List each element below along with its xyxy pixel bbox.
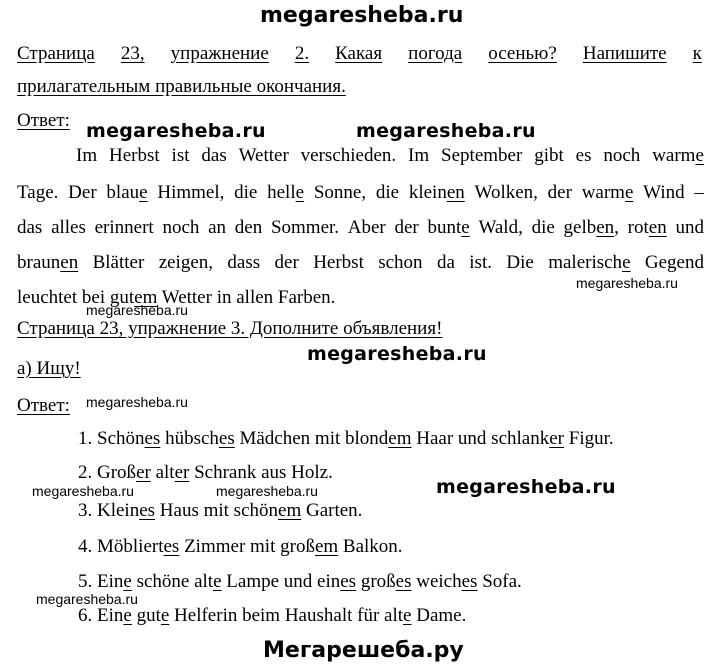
heading-word: 23, (120, 43, 145, 64)
word-group (157, 182, 224, 204)
word: da (436, 252, 455, 273)
word: Aber (347, 217, 386, 238)
word: es (575, 145, 592, 166)
word: Wind (643, 182, 685, 203)
word-group (652, 145, 704, 167)
word-group (548, 182, 572, 204)
word: Wetter (238, 145, 289, 166)
word: die (234, 182, 258, 203)
adjective-ending: em (388, 428, 412, 449)
word-group (109, 145, 160, 167)
paragraph-line-4 (17, 252, 704, 274)
adjective-ending: e (123, 571, 132, 592)
word: Wetter (161, 287, 212, 308)
word-group (428, 217, 470, 239)
word-group (645, 252, 704, 274)
item-text: alt (150, 462, 175, 483)
word-group (628, 217, 667, 239)
word-group (409, 182, 465, 204)
word-group (534, 145, 564, 167)
word: klein (408, 182, 447, 203)
word-group (208, 217, 226, 239)
word: in (216, 287, 232, 308)
heading-word: упражнение (170, 43, 269, 64)
heading-word: к (692, 43, 702, 64)
list-item-4 (78, 536, 403, 558)
word: hell (267, 182, 296, 203)
item-text: Ein (97, 571, 124, 592)
word-group (275, 252, 299, 274)
word-group (437, 252, 455, 274)
word: Himmel, (157, 182, 225, 203)
heading-word: Страница (17, 43, 95, 64)
item-text: Klein (97, 500, 140, 521)
item-text: Zimmer mit groß (179, 536, 315, 557)
word: der (274, 252, 299, 273)
item-text: Haus mit schön (155, 500, 279, 521)
word: braun (17, 252, 61, 273)
word-group (314, 182, 366, 204)
word: Im (76, 145, 98, 166)
item-text: Haar und schlank (411, 428, 550, 449)
word: den (234, 217, 263, 238)
word-group (17, 252, 78, 274)
word-group (95, 217, 154, 239)
item-text: Lampe und ein (221, 571, 341, 592)
adjective-ending: er (549, 428, 564, 449)
item-text: Schrank aus Holz. (189, 462, 333, 483)
word: ist (171, 145, 190, 166)
word-group (301, 145, 396, 167)
watermark-answer-1: megaresheba.ru (86, 120, 266, 142)
item-text: weich (411, 571, 462, 592)
adjective-ending: e (123, 605, 132, 626)
heading-word: осенью? (488, 43, 557, 64)
word: leuchtet (17, 287, 78, 308)
item-number: 5. (78, 571, 97, 592)
heading-word: погода (408, 43, 463, 64)
watermark-after-paragraph: megaresheba.ru (576, 275, 678, 291)
word: Farben. (277, 287, 336, 308)
word-group (235, 217, 262, 239)
word-group (376, 182, 399, 204)
word: gut (109, 287, 135, 308)
heading-word: 2. (294, 43, 310, 64)
word: , (614, 217, 619, 238)
adjective-ending: es (218, 428, 235, 449)
word: ist. (469, 252, 492, 273)
word-group (17, 287, 77, 308)
word-group (227, 252, 260, 274)
adjective-ending: em (314, 536, 339, 557)
list-item-2 (78, 462, 333, 484)
watermark-row6: megaresheba.ru (36, 591, 138, 607)
word: der (394, 217, 419, 238)
item-number: 2. (78, 462, 97, 483)
word-group (313, 252, 364, 274)
word-group (469, 252, 492, 274)
item-number: 6. (78, 605, 97, 626)
adjective-ending: e (622, 252, 631, 273)
word: gelb (563, 217, 597, 238)
word: noch (603, 145, 641, 166)
word-group (441, 145, 522, 167)
word-group (378, 252, 422, 274)
item-text: Sofa. (477, 571, 522, 592)
adjective-ending: em (278, 500, 302, 521)
word-group (162, 217, 199, 239)
adjective-ending: en (446, 182, 465, 203)
item-text: Möbliert (97, 536, 164, 557)
word-group (76, 145, 97, 167)
word: rot (627, 217, 649, 238)
list-item-3 (78, 500, 362, 522)
word: erinnert (94, 217, 154, 238)
item-text: Groß (97, 462, 137, 483)
adjective-ending: es (340, 571, 357, 592)
word-group (159, 252, 213, 274)
word: Blätter (92, 252, 145, 273)
word-group (348, 217, 386, 239)
item-text: schöne alt (131, 571, 214, 592)
adjective-ending: e (624, 182, 634, 203)
word: Wald, (478, 217, 523, 238)
word: Im (408, 145, 430, 166)
word: warm (581, 182, 625, 203)
list-item-5 (78, 571, 522, 593)
adjective-ending: en (60, 252, 79, 273)
adjective-ending: e (695, 145, 704, 166)
word: und (675, 217, 704, 238)
word: – (694, 182, 704, 203)
adjective-ending: en (596, 217, 615, 238)
word-group (582, 182, 634, 204)
word-group (172, 145, 190, 167)
watermark-answer-2: megaresheba.ru (356, 120, 536, 142)
word: blau (106, 182, 140, 203)
adjective-ending: en (648, 217, 667, 238)
item-number: 3. (78, 500, 97, 521)
adjective-ending: es (144, 428, 161, 449)
item-number: 4. (78, 536, 97, 557)
word: bunt (427, 217, 462, 238)
word-group (532, 217, 555, 239)
word: malerisch (548, 252, 623, 273)
word-group (506, 252, 533, 274)
word-group (478, 217, 522, 239)
word-group (106, 182, 147, 204)
word: an (208, 217, 227, 238)
adjective-ending: es (139, 500, 156, 521)
word-group (267, 182, 304, 204)
word-group (201, 145, 226, 167)
list-item-6 (78, 605, 466, 627)
word: Tage. (17, 182, 59, 203)
word-group (93, 252, 145, 274)
word: Sommer. (270, 217, 340, 238)
watermark-row2-b: megaresheba.ru (216, 483, 318, 499)
adjective-ending: e (461, 217, 470, 238)
word: warm (652, 145, 696, 166)
word-group (17, 182, 58, 204)
word: Herbst (313, 252, 364, 273)
exercise-3-subheading: а) Ищу! (17, 358, 81, 379)
word: dass (227, 252, 261, 273)
word-group (234, 182, 257, 204)
word-group (643, 182, 684, 204)
word: das (201, 145, 227, 166)
word-group (217, 287, 232, 308)
exercise-2-heading-line2: прилагательным правильные окончания. (17, 76, 346, 97)
word-group (236, 287, 273, 308)
word: noch (162, 217, 200, 238)
adjective-ending: e (213, 571, 222, 592)
paragraph-line-2 (17, 182, 704, 204)
word-group (564, 217, 619, 239)
adjective-ending: em (134, 287, 158, 308)
word-group (395, 217, 419, 239)
adjective-ending: e (403, 605, 412, 626)
word: Der (68, 182, 97, 203)
word: Die (506, 252, 534, 273)
item-text: Figur. (564, 428, 614, 449)
word-group (17, 217, 42, 239)
adjective-ending: es (163, 536, 180, 557)
adjective-ending: e (139, 182, 148, 203)
item-text: Dame. (411, 605, 467, 626)
word-group (271, 217, 339, 239)
paragraph-line-1 (76, 145, 704, 167)
adjective-ending: e (160, 605, 170, 626)
item-text: groß (356, 571, 396, 592)
exercise-3-heading: Страница 23, упражнение 3. Дополните объявления! (17, 318, 443, 339)
item-text: Mädchen mit blond (234, 428, 389, 449)
word: Sonne, (313, 182, 367, 203)
word-group (408, 145, 429, 167)
word: die (531, 217, 555, 238)
answer-label-ex2: Ответ: (17, 110, 70, 131)
word-group (51, 217, 86, 239)
heading-word: Какая (335, 43, 383, 64)
word-group (68, 182, 96, 204)
word: verschieden. (300, 145, 397, 166)
word-group (278, 287, 336, 308)
item-number: 1. (78, 428, 97, 449)
item-text: hübsch (160, 428, 219, 449)
answer-label-ex3: Ответ: (17, 395, 70, 416)
word: die (375, 182, 400, 203)
word: Wolken, (474, 182, 538, 203)
word: allen (236, 287, 274, 308)
word-group (694, 182, 704, 204)
item-text: gut (131, 605, 161, 626)
watermark-top: megaresheba.ru (260, 3, 464, 28)
word-group (603, 145, 640, 167)
item-text: Ein (97, 605, 124, 626)
word: schon (378, 252, 423, 273)
word: das (17, 217, 43, 238)
paragraph-line-3 (17, 217, 704, 239)
watermark-answer-ex3: megaresheba.ru (86, 394, 188, 410)
exercise-2-heading-line1 (17, 43, 702, 65)
word: der (547, 182, 572, 203)
adjective-ending: e (295, 182, 305, 203)
adjective-ending: er (174, 462, 190, 483)
list-item-1 (78, 428, 614, 450)
watermark-bottom: Мегарешеба.ру (263, 638, 464, 663)
watermark-row2-c: megaresheba.ru (436, 476, 616, 498)
word-group (475, 182, 538, 204)
adjective-ending: es (461, 571, 478, 592)
word-group (548, 252, 630, 274)
word: September (441, 145, 523, 166)
word: Herbst (109, 145, 160, 166)
word: alles (51, 217, 86, 238)
word-group (239, 145, 289, 167)
word: zeigen, (158, 252, 214, 273)
adjective-ending: er (136, 462, 151, 483)
watermark-row2-a: megaresheba.ru (32, 483, 134, 499)
word-group (576, 145, 592, 167)
word: bei (81, 287, 106, 308)
word: Gegend (644, 252, 704, 273)
item-text: Schön (97, 428, 145, 449)
item-text: Helferin beim Haushalt für alt (169, 605, 404, 626)
adjective-ending: es (395, 571, 412, 592)
watermark-before-ex3: megaresheba.ru (86, 302, 188, 318)
heading-word: Напишите (582, 43, 667, 64)
watermark-mid: megaresheba.ru (307, 343, 487, 365)
item-text: Garten. (301, 500, 363, 521)
word: gibt (534, 145, 564, 166)
word-group (675, 217, 704, 239)
item-text: Balkon. (338, 536, 403, 557)
